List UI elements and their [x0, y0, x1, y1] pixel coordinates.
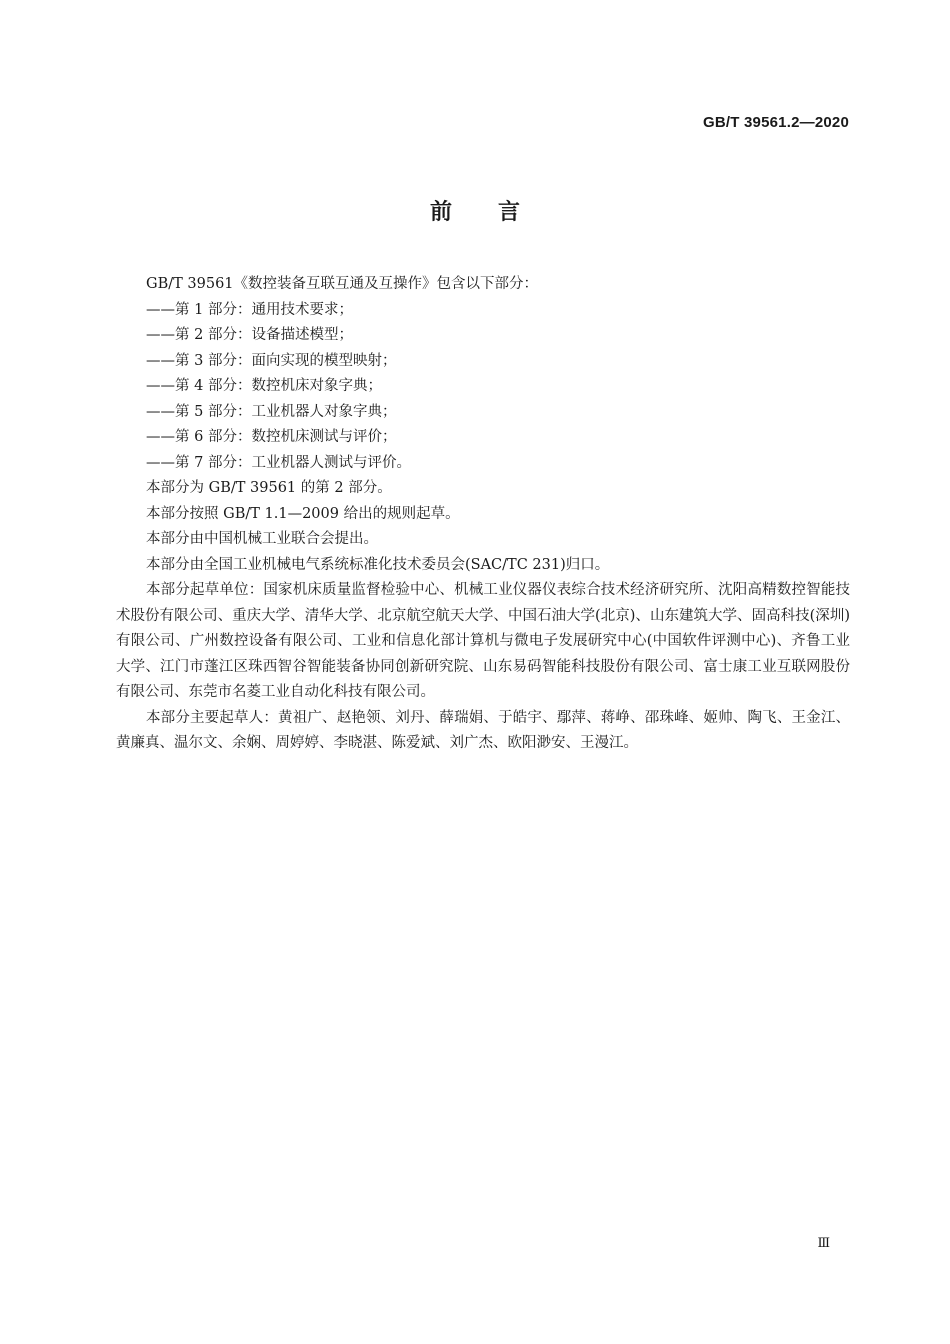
intro-line: GB/T 39561《数控装备互联互通及互操作》包含以下部分：	[146, 276, 539, 292]
part-of-statement: 本部分为 GB/T 39561 的第 2 部分。	[146, 480, 392, 496]
part-item: ——第 3 部分：面向实现的模型映射；	[146, 352, 397, 369]
jurisdiction-statement: 本部分由全国工业机械电气系统标准化技术委员会(SAC/TC 231)归口。	[146, 556, 610, 573]
part-item: ——第 7 部分：工业机器人测试与评价。	[146, 454, 411, 471]
main-drafters-paragraph: 本部分主要起草人：黄祖广、赵艳领、刘丹、薛瑞娟、于皓宇、鄢萍、蒋峥、邵珠峰、姬帅、陶飞、王金江、黄廉真、温尔文、余娴、周婷婷、李晓湛、陈爱斌、刘广杰、欧阳渺安、王漫江。	[116, 709, 850, 751]
drafting-units-paragraph: 本部分起草单位：国家机床质量监督检验中心、机械工业仪器仪表综合技术经济研究所、沈阳高精数控智能技术股份有限公司、重庆大学、清华大学、北京航空航天大学、中国石油大学(北京)、山东建筑大学、固高科技(深圳)有限公司、广州数控设备有限公司、工业和信息化部计算机与微电子发展研究中心(中国软件评测中心)、齐鲁工业大学、江门市蓬江区珠西智谷智能装备协同创新研究院、山东易码智能科技股份有限公司、富士康工业互联网股份有限公司、东莞市名菱工业自动化科技有限公司。	[116, 582, 850, 700]
part-item: ——第 2 部分：设备描述模型；	[146, 327, 353, 343]
drafting-rules-statement: 本部分按照 GB/T 1.1—2009 给出的规则起草。	[146, 505, 460, 522]
part-item: ——第 6 部分：数控机床测试与评价；	[146, 429, 397, 445]
proposed-by-statement: 本部分由中国机械工业联合会提出。	[146, 531, 378, 547]
standard-code: GB/T 39561.2—2020	[703, 114, 849, 131]
part-item: ——第 4 部分：数控机床对象字典；	[146, 378, 382, 394]
foreword-body	[116, 272, 850, 757]
part-item: ——第 1 部分：通用技术要求；	[146, 301, 353, 318]
part-item: ——第 5 部分：工业机器人对象字典；	[146, 403, 397, 420]
page-number: Ⅲ	[817, 1236, 830, 1251]
page-title: 前言	[429, 200, 566, 225]
